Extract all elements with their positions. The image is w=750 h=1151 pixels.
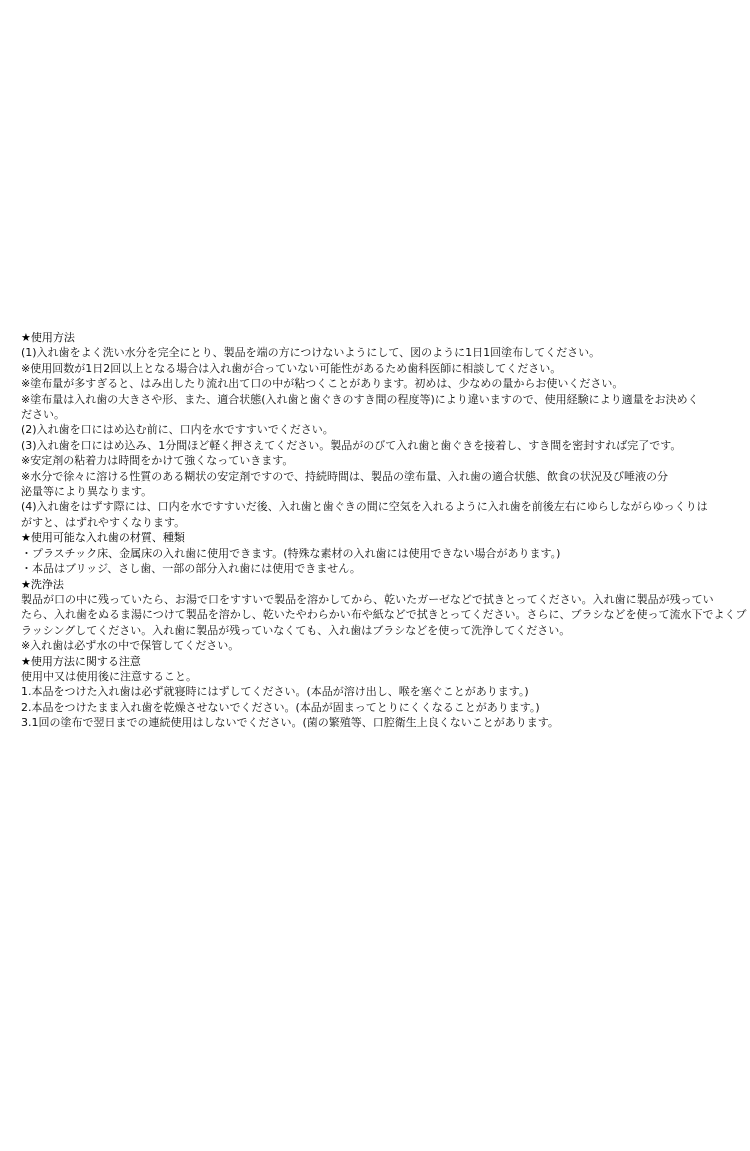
usage-line: (3)入れ歯を口にはめ込み、1分間ほど軽く押さえてください。製品がのびて入れ歯と歯ぐきを接着し、すき間を密封すれば完了です。 xyxy=(21,438,682,452)
cleaning-heading: ★洗浄法 xyxy=(21,577,64,591)
usage-line: ※塗布量が多すぎると、はみ出したり流れ出て口の中が粘つくことがあります。初めは、少なめの量からお使いください。 xyxy=(21,377,624,391)
usage-section xyxy=(21,330,721,530)
usage-line: (1)入れ歯をよく洗い水分を完全にとり、製品を端の方につけないようにして、図のように1日1回塗布してください。 xyxy=(21,346,601,360)
materials-section xyxy=(21,530,721,576)
cautions-heading: ★使用方法に関する注意 xyxy=(21,654,141,668)
usage-heading: ★使用方法 xyxy=(21,331,75,344)
cleaning-line: ラッシングしてください。入れ歯に製品が残っていなくても、入れ歯はブラシなどを使って洗浄してください。 xyxy=(21,623,571,637)
usage-line: ※安定剤の粘着力は時間をかけて強くなっていきます。 xyxy=(21,454,294,468)
cleaning-line: 製品が口の中に残っていたら、お湯で口をすすいで製品を溶かしてから、乾いたガーゼなどで拭きとってください。入れ歯に製品が残ってい xyxy=(21,592,714,606)
usage-line: ※使用回数が1日2回以上となる場合は入れ歯が合っていない可能性があるため歯科医師に相談してください。 xyxy=(21,361,562,375)
cautions-line: 1.本品をつけた入れ歯は必ず就寝時にはずしてください。(本品が溶け出し、喉を塞ぐことがあります。) xyxy=(21,685,529,699)
instruction-document xyxy=(21,330,747,731)
usage-line: (2)入れ歯を口にはめ込む前に、口内を水ですすいでください。 xyxy=(21,423,334,437)
usage-line: ※水分で徐々に溶ける性質のある糊状の安定剤ですので、持続時間は、製品の塗布量、入れ歯の適合状態、飲食の状況及び唾液の分 xyxy=(21,469,668,483)
usage-line: ださい。 xyxy=(21,408,65,422)
usage-line: がすと、はずれやすくなります。 xyxy=(21,515,186,529)
cautions-line: 使用中又は使用後に注意すること。 xyxy=(21,669,197,683)
materials-line: ・本品はブリッジ、さし歯、一部の部分入れ歯には使用できません。 xyxy=(21,562,361,576)
usage-line: ※塗布量は入れ歯の大きさや形、また、適合状態(入れ歯と歯ぐきのすき間の程度等)により違いますので、使用経験により適量をお決めく xyxy=(21,392,699,406)
cleaning-line: ※入れ歯は必ず水の中で保管してください。 xyxy=(21,639,240,653)
cleaning-section xyxy=(21,577,747,654)
cautions-line: 3.1回の塗布で翌日までの連続使用はしないでください。(菌の繁殖等、口腔衛生上良くないことがあります。 xyxy=(21,716,559,730)
cautions-section xyxy=(21,654,721,731)
materials-line: ・プラスチック床、金属床の入れ歯に使用できます。(特殊な素材の入れ歯には使用できない場合があります。) xyxy=(21,546,561,560)
materials-heading: ★使用可能な入れ歯の材質、種類 xyxy=(21,531,185,545)
cleaning-line: たら、入れ歯をぬるま湯につけて製品を溶かし、乾いたやわらかい布や紙などで拭きとってください。さらに、ブラシなどを使って流水下でよくブ xyxy=(21,608,747,622)
usage-line: 泌量等により異なります。 xyxy=(21,485,153,499)
cautions-line: 2.本品をつけたまま入れ歯を乾燥させないでください。(本品が固まってとりにくくなることがあります。) xyxy=(21,700,540,714)
usage-line: (4)入れ歯をはずす際には、口内を水ですすいだ後、入れ歯と歯ぐきの間に空気を入れるように入れ歯を前後左右にゆらしながらゆっくりは xyxy=(21,500,708,514)
